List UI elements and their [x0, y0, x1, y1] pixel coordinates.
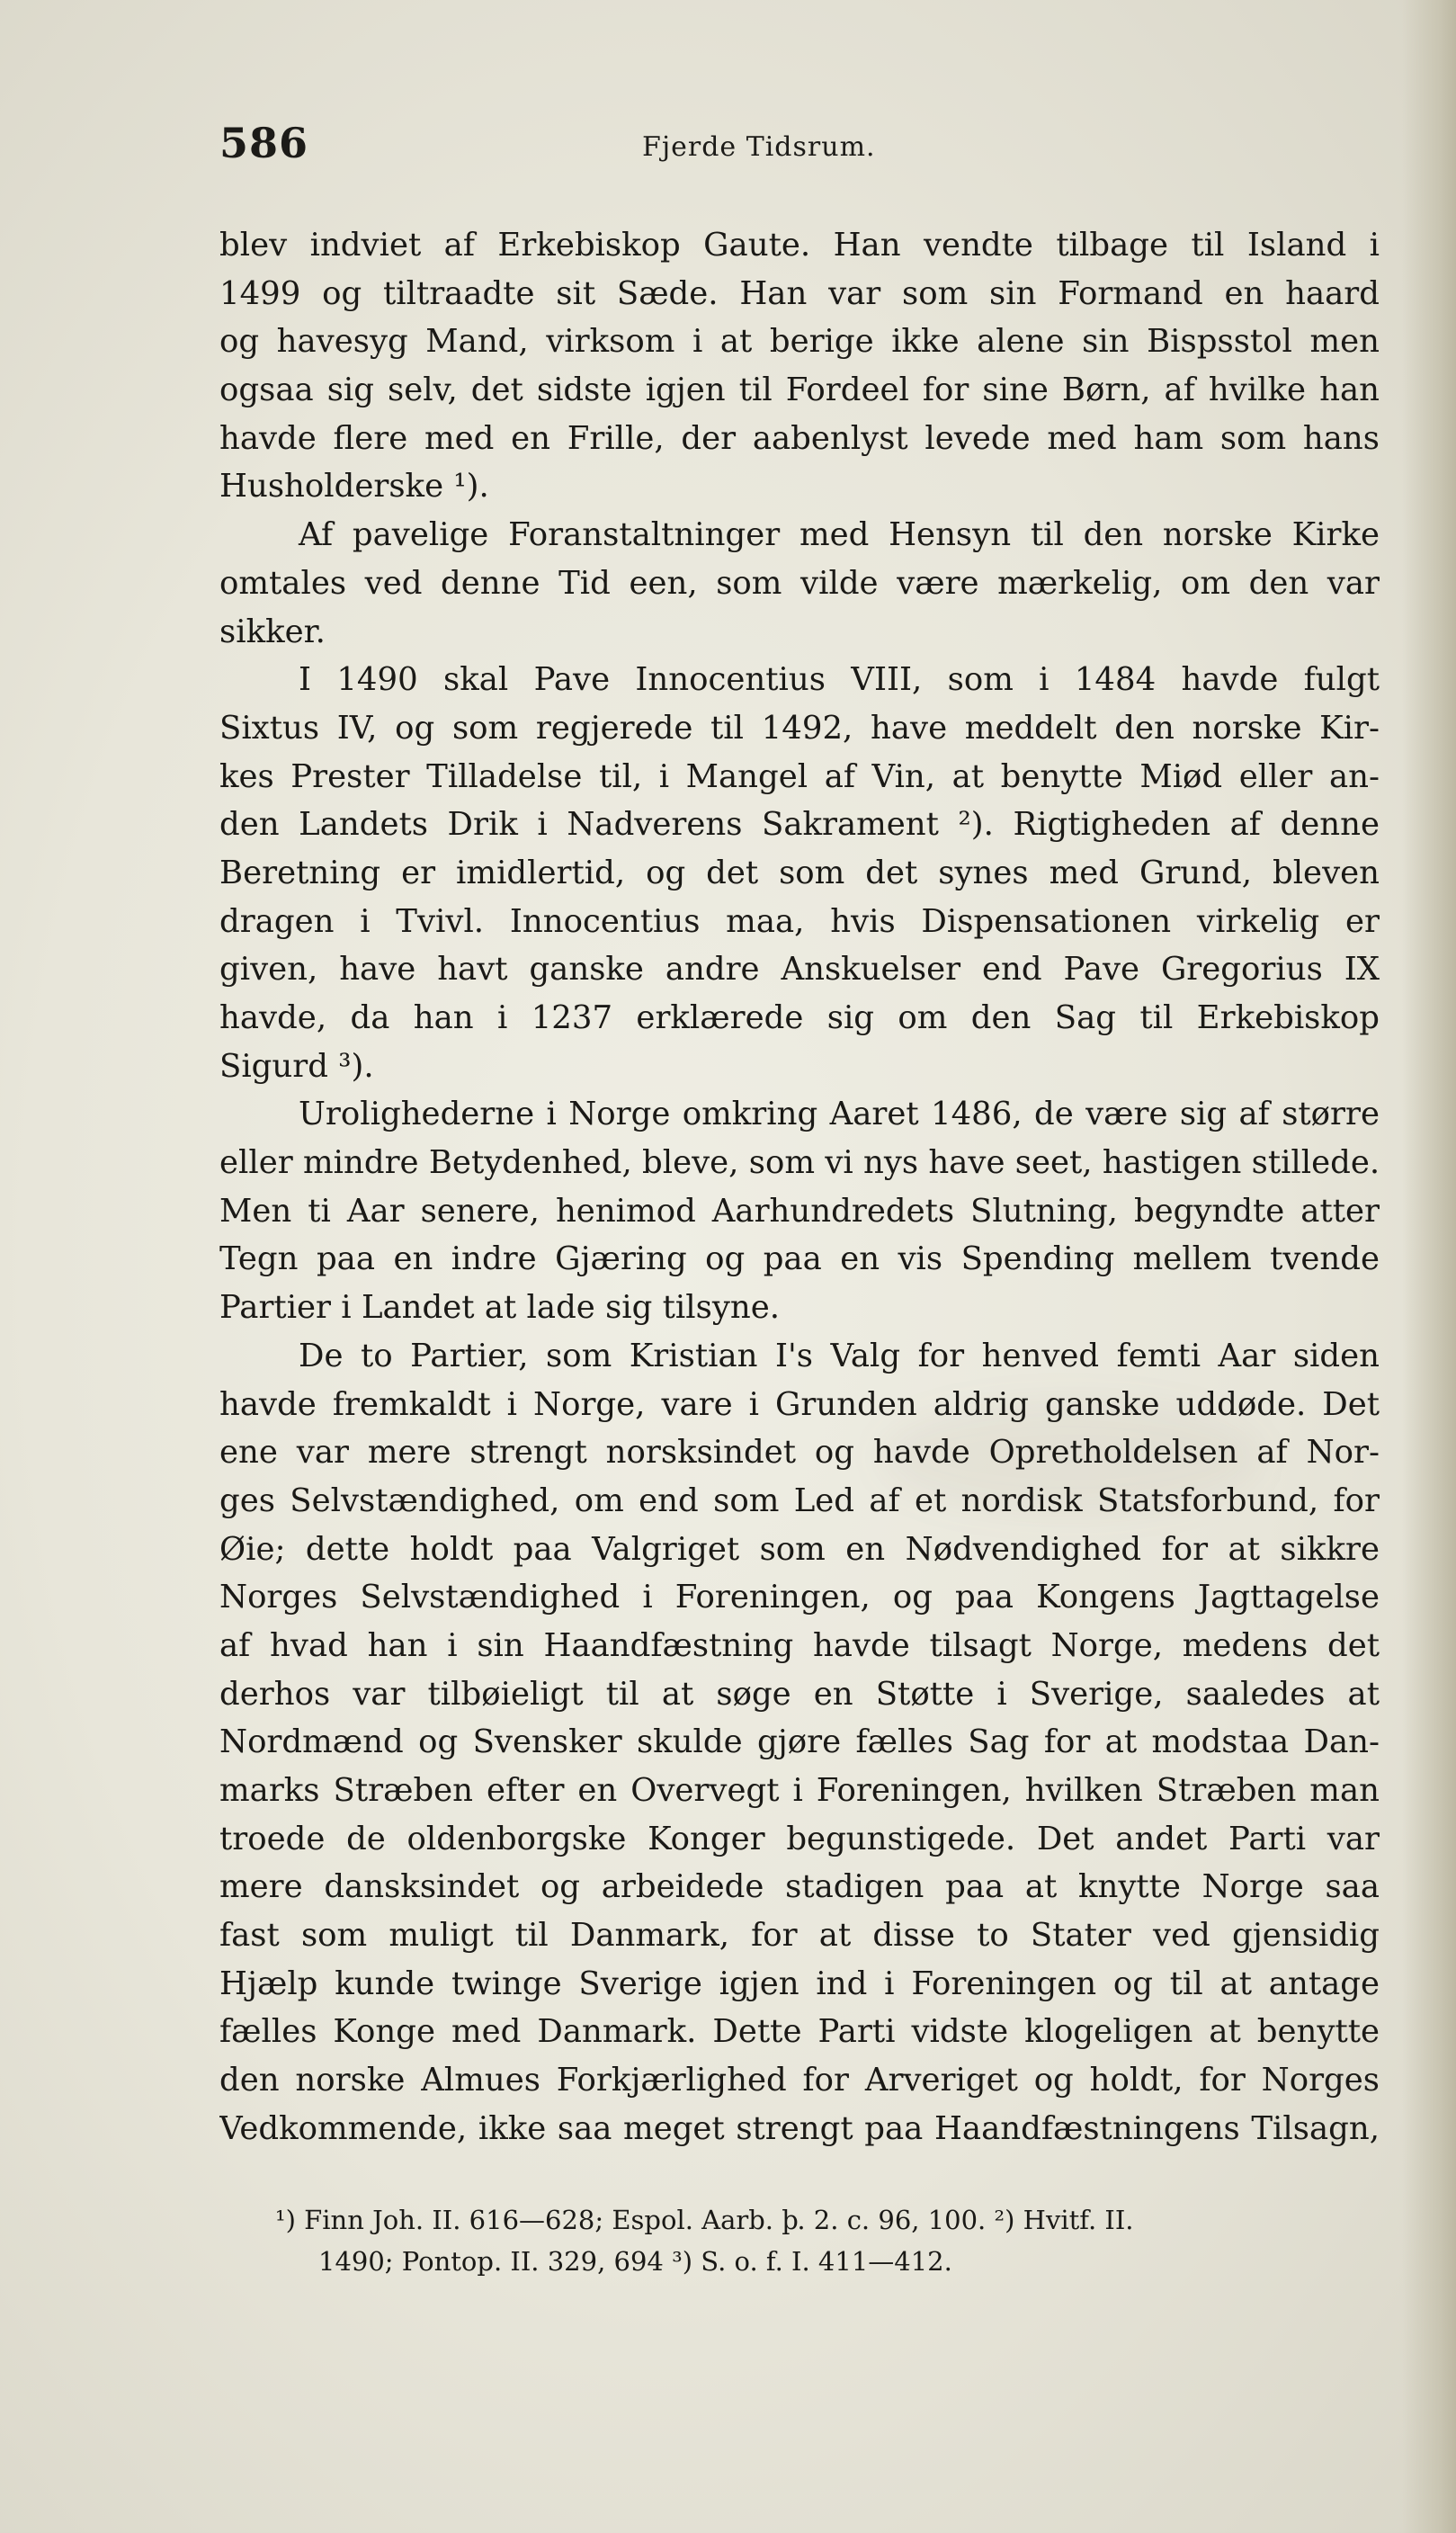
text-line: Beretning er imidlertid, og det som det synes med Grund, bleven: [219, 854, 1380, 891]
text-line: havde, da han i 1237 erklærede sig om den Sag til Erkebiskop: [219, 999, 1380, 1036]
text-line: Hjælp kunde twinge Sverige igjen ind i Foreningen og til at antage: [219, 1965, 1380, 2002]
text-line: eller mindre Betydenhed, bleve, som vi nys have seet, hastigen stillede.: [219, 1144, 1380, 1182]
text-line: Sixtus IV, og som regjerede til 1492, have meddelt den norske Kir-: [219, 709, 1380, 747]
text-line: omtales ved denne Tid een, som vilde være mærkelig, om den var: [219, 564, 1380, 602]
text-line: fast som muligt til Danmark, for at disse to Stater ved gjensidig: [219, 1917, 1380, 1955]
running-head: Fjerde Tidsrum.: [642, 131, 876, 163]
text-line: I 1490 skal Pave Innocentius VIII, som i 1484 havde fulgt: [299, 661, 1380, 699]
text-line: Øie; dette holdt paa Valgriget som en Nødvendighed for at sikkre: [219, 1530, 1380, 1568]
text-line: Af pavelige Foranstaltninger med Hensyn til den norske Kirke: [299, 516, 1380, 554]
text-line: af hvad han i sin Haandfæstning havde tilsagt Norge, medens det: [219, 1626, 1380, 1664]
text-line: ges Selvstændighed, om end som Led af et nordisk Statsforbund, for: [219, 1481, 1380, 1519]
text-line: Nordmænd og Svensker skulde gjøre fælles Sag for at modstaa Dan-: [219, 1723, 1380, 1761]
text-line: Men ti Aar senere, henimod Aarhundredets Slutning, begyndte atter: [219, 1192, 1380, 1230]
page-edge-shadow: [1402, 0, 1456, 2533]
text-line: havde fremkaldt i Norge, vare i Grunden aldrig ganske uddøde. Det: [219, 1385, 1380, 1423]
text-line: marks Stræben efter en Overvegt i Foreningen, hvilken Stræben man: [219, 1772, 1380, 1809]
text-line: Tegn paa en indre Gjæring og paa en vis Spending mellem tvende: [219, 1240, 1380, 1278]
text-line: og havesyg Mand, virksom i at berige ikke alene sin Bispsstol men: [219, 323, 1380, 361]
text-line: Vedkommende, ikke saa meget strengt paa Haandfæstningens Tilsagn,: [219, 2109, 1380, 2147]
text-line: 1499 og tiltraadte sit Sæde. Han var som sin Formand en haard: [219, 274, 1380, 312]
footnote-line: ¹) Finn Joh. II. 616—628; Espol. Aarb. þ. 2. c. 96, 100. ²) Hvitf. II.: [275, 2205, 1134, 2235]
text-line: mere dansksindet og arbeidede stadigen paa at knytte Norge saa: [219, 1868, 1380, 1906]
text-line: De to Partier, som Kristian I's Valg for henved femti Aar siden: [299, 1337, 1380, 1374]
page-header: [219, 119, 1380, 182]
text-line: den norske Almues Forkjærlighed for Arveriget og holdt, for Norges: [219, 2062, 1380, 2099]
text-line: derhos var tilbøieligt til at søge en Støtte i Sverige, saaledes at: [219, 1675, 1380, 1713]
text-line: Partier i Landet at lade sig tilsyne.: [219, 1289, 781, 1327]
body-text: [219, 221, 1380, 2153]
text-line: havde flere med en Frille, der aabenlyst levede med ham som hans: [219, 419, 1380, 457]
text-line: ogsaa sig selv, det sidste igjen til Fordeel for sine Børn, af hvilke han: [219, 371, 1380, 409]
text-line: ene var mere strengt norsksindet og havde Opretholdelsen af Nor-: [219, 1434, 1380, 1472]
text-line: dragen i Tvivl. Innocentius maa, hvis Dispensationen virkelig er: [219, 902, 1380, 940]
text-line: Norges Selvstændighed i Foreningen, og paa Kongens Jagttagelse: [219, 1579, 1380, 1616]
footnote-line: 1490; Pontop. II. 329, 694 ³) S. o. f. I. 411—412.: [318, 2246, 952, 2277]
text-line: kes Prester Tilladelse til, i Mangel af Vin, at benytte Miød eller an-: [219, 757, 1380, 795]
text-line: Husholderske ¹).: [219, 468, 489, 506]
text-line: Sigurd ³).: [219, 1047, 374, 1085]
text-line: Urolighederne i Norge omkring Aaret 1486, de være sig af større: [299, 1096, 1380, 1133]
page-number: 586: [219, 119, 309, 167]
text-line: fælles Konge med Danmark. Dette Parti vidste klogeligen at benytte: [219, 2013, 1380, 2051]
text-line: given, have havt ganske andre Anskuelser end Pave Gregorius IX: [219, 951, 1380, 989]
footnotes: [219, 2199, 1380, 2282]
text-line: blev indviet af Erkebiskop Gaute. Han vendte tilbage til Island i: [219, 227, 1380, 264]
text-line: den Landets Drik i Nadverens Sakrament ²). Rigtigheden af denne: [219, 806, 1380, 844]
text-line: troede de oldenborgske Konger begunstigede. Det andet Parti var: [219, 1820, 1380, 1857]
text-line: sikker.: [219, 613, 326, 650]
